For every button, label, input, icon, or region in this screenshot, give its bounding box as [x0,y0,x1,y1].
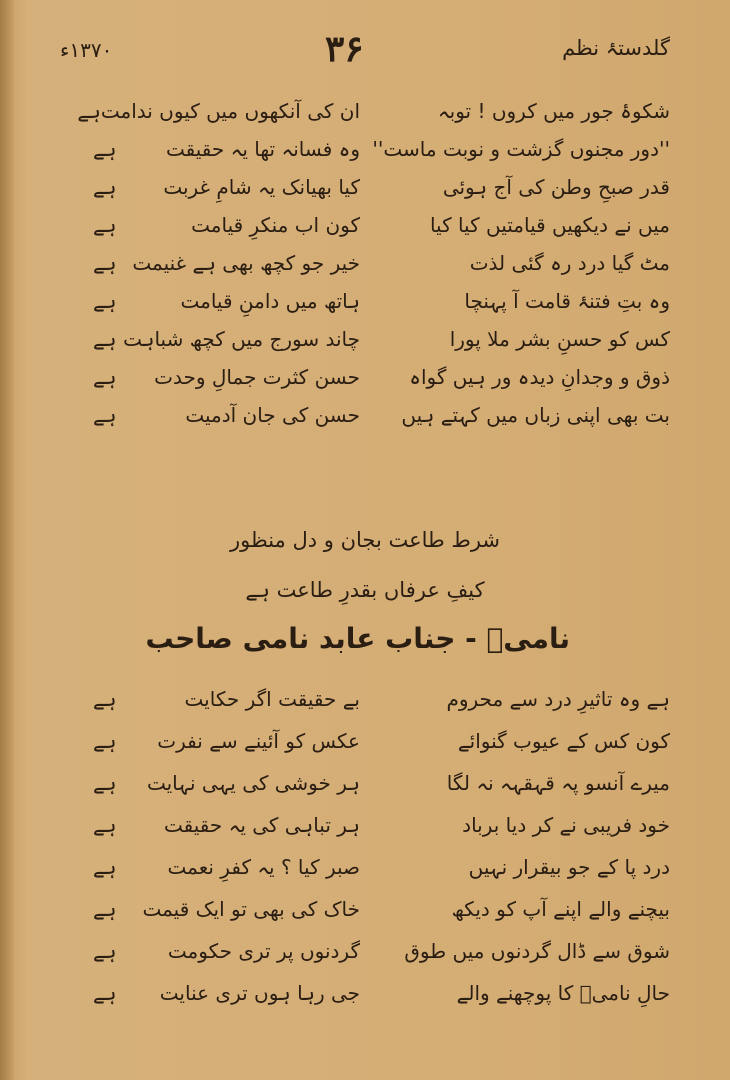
verse-line: میرے آنسو پہ قہقہہ نہ لگا [446,771,670,795]
verse-line: جی رہا ہوں تری عنایت ہے [85,972,360,1014]
page-header [60,28,670,78]
poet-heading: نامیؔ - جناب عابد نامی صاحب [145,622,570,655]
radif: ہے [93,327,117,351]
verse-line: شوق سے ڈال گردنوں میں طوق [404,939,670,963]
verse-line: ''دور مجنوں گزشت و نوبت ماست'' [372,137,670,161]
radif: ہے [93,365,117,389]
verse-line: کیا بھیانک یہ شامِ غربت ہے [85,168,360,206]
verse-line: چاند سورج میں کچھ شباہت ہے [85,320,360,358]
verse-line: خیر جو کچھ بھی ہے غنیمت ہے [85,244,360,282]
poem1-left-column [77,92,360,434]
verse-line: بت بھی اپنی زباں میں کہتے ہیں [401,403,670,427]
radif: ہے [93,251,117,275]
verse-line: ہر تباہی کی یہ حقیقت ہے [85,804,360,846]
verse-line: کس کو حسنِ بشر ملا پورا [449,327,670,351]
radif: ہے [93,729,117,753]
page-number: ۳۶ [325,28,364,70]
verse-line: حالِ نامیؔ کا پوچھنے والے [456,981,670,1005]
radif: ہے [93,897,117,921]
verse-line: ہے وہ تاثیرِ درد سے محروم [446,687,670,711]
verse-line: درد پا کے جو بیقرار نہیں [468,855,670,879]
poem1-right-column [372,92,670,434]
radif: ہے [77,99,101,123]
verse-line: گردنوں پر تری حکومت ہے [85,930,360,972]
verse-line: کون اب منکرِ قیامت ہے [85,206,360,244]
radif: ہے [93,289,117,313]
verse-line: ان کی آنکھوں میں کیوں ندامت ہے [85,92,360,130]
radif: ہے [93,981,117,1005]
radif: ہے [93,137,117,161]
radif: ہے [93,687,117,711]
verse-line: خاک کی بھی تو ایک قیمت ہے [85,888,360,930]
book-title: گلدستۂ نظم [562,36,670,60]
radif: ہے [93,939,117,963]
year-marker: ۱۳۷۰ء [60,38,113,62]
radif: ہے [93,771,117,795]
verse-line: خود فریبی نے کر دیا برباد [462,813,670,837]
verse-line: ہر خوشی کی یہی نہایت ہے [85,762,360,804]
poem2-right-column [380,678,670,1014]
verse-line: میں نے دیکھیں قیامتیں کیا کیا [429,213,670,237]
verse-line: شکوۂ جور میں کروں ! توبہ [437,99,670,123]
verse-line: صبر کیا ؟ یہ کفرِ نعمت ہے [85,846,360,888]
verse-line: کون کس کے عیوب گنوائے [457,729,670,753]
radif: ہے [93,175,117,199]
radif: ہے [93,813,117,837]
verse-line: مٹ گیا درد رہ گئی لذت [469,251,670,275]
radif: ہے [93,403,117,427]
verse-line: وہ بتِ فتنۂ قامت آ پہنچا [464,289,670,313]
radif: ہے [93,855,117,879]
verse-line: ذوق و وجدانِ دیدہ ور ہیں گواہ [409,365,670,389]
poem2-left-column [85,678,360,1014]
page-spine-shadow [0,0,14,1080]
verse-line: ہاتھ میں دامنِ قیامت ہے [85,282,360,320]
verse-line: بے حقیقت اگر حکایت ہے [85,678,360,720]
verse-line: وہ فسانہ تھا یہ حقیقت ہے [85,130,360,168]
closing-couplet-line: شرط طاعت بجان و دل منظور [229,528,501,552]
verse-line: حسن کثرت جمالِ وحدت ہے [85,358,360,396]
radif: ہے [93,213,117,237]
verse-line: حسن کی جان آدمیت ہے [85,396,360,434]
verse-line: بیچنے والے اپنے آپ کو دیکھ [451,897,670,921]
verse-line: عکس کو آئینے سے نفرت ہے [85,720,360,762]
closing-couplet-line: کیفِ عرفاں بقدرِ طاعت ہے [245,578,485,602]
verse-line: قدر صبحِ وطن کی آج ہوئی [442,175,670,199]
